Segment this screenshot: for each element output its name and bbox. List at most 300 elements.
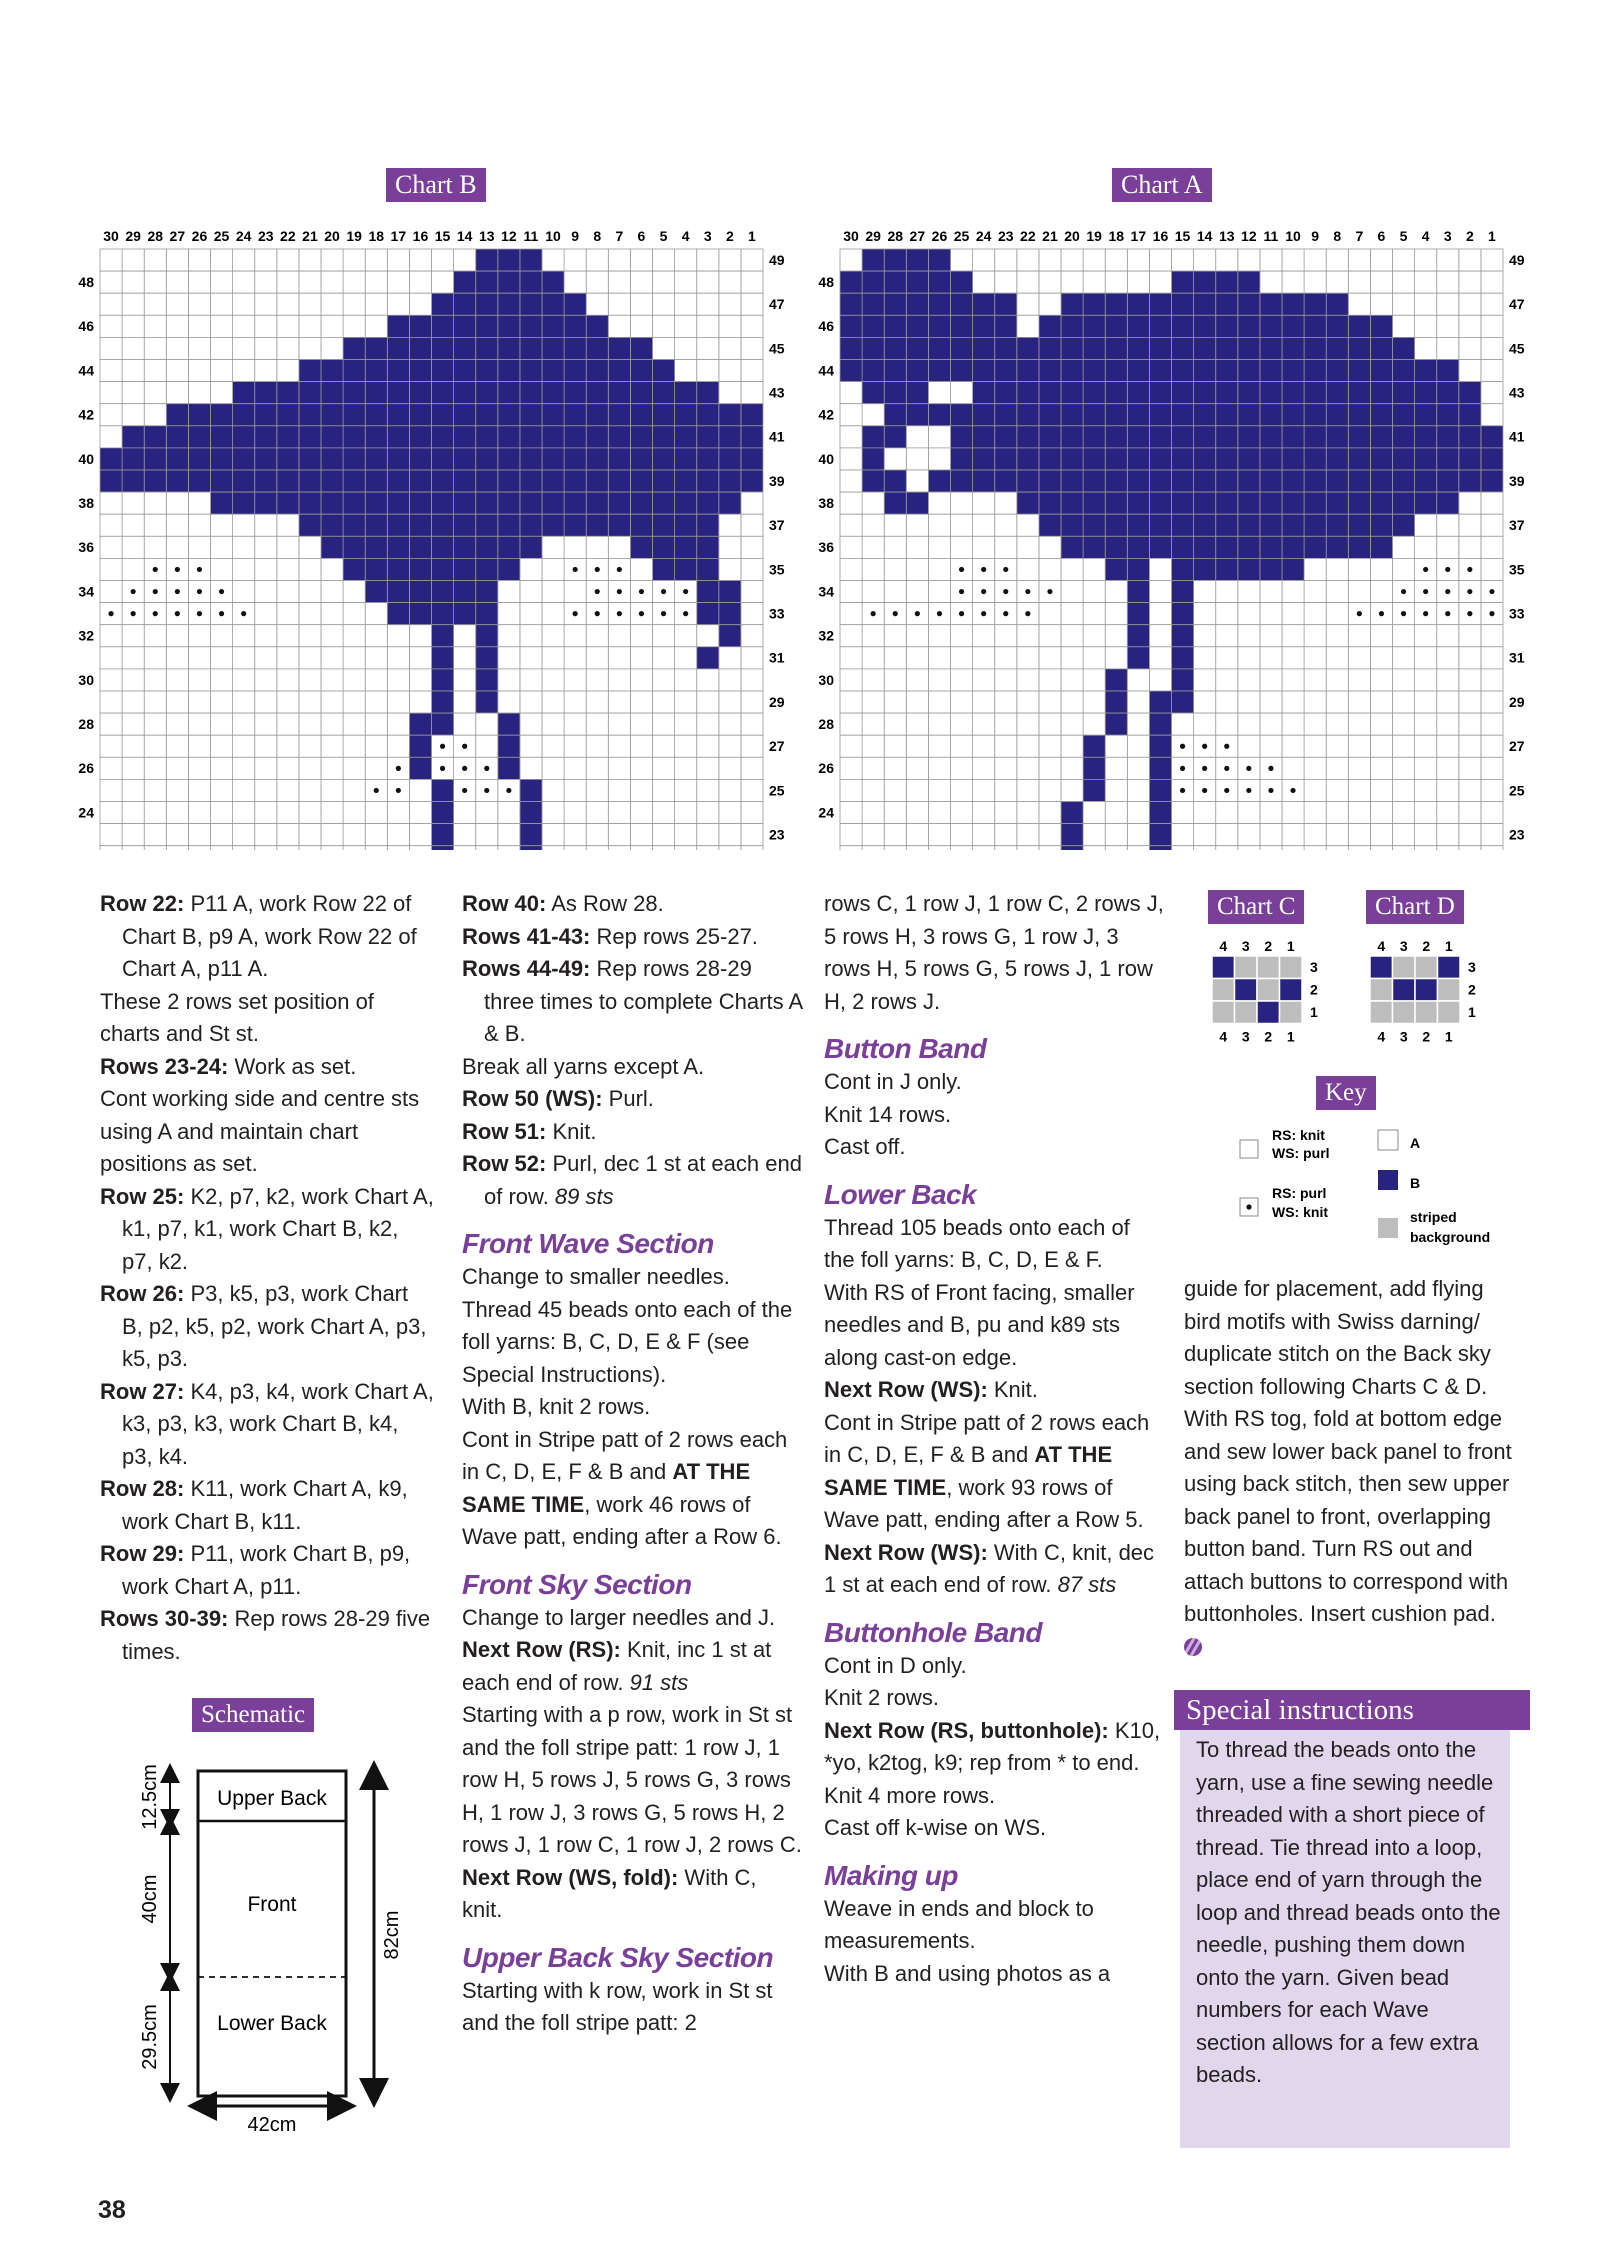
chart-cell xyxy=(1393,536,1415,558)
chart-cell xyxy=(608,426,630,448)
chart-cell xyxy=(1459,470,1481,492)
col1-para-4: Cont working side and centre sts using A and maintain chart positions as set. xyxy=(100,1086,420,1176)
chart-cell xyxy=(476,713,498,735)
chart-cell xyxy=(1216,514,1238,536)
chart-cell xyxy=(1194,337,1216,359)
row-label-left: 42 xyxy=(818,406,834,423)
chart-cell xyxy=(1083,647,1105,669)
col-label-top: 8 xyxy=(1333,228,1342,244)
chart-cell xyxy=(608,846,630,850)
chart-cell xyxy=(520,337,542,359)
chart-cell xyxy=(1260,315,1282,337)
chart-cell xyxy=(144,779,166,801)
chart-cell xyxy=(1437,404,1459,426)
col-label-top: 11 xyxy=(1263,228,1279,244)
chart-cell xyxy=(697,426,719,448)
chart-cell xyxy=(144,470,166,492)
chart-cell xyxy=(608,514,630,536)
chart-cell xyxy=(1481,492,1503,514)
chart-cell xyxy=(973,713,995,735)
chart-cell xyxy=(1127,757,1149,779)
chart-cell xyxy=(653,669,675,691)
chart-cell xyxy=(719,315,741,337)
chart-cell xyxy=(365,426,387,448)
chart-cell xyxy=(586,669,608,691)
chart-cell xyxy=(1172,360,1194,382)
chart-cell xyxy=(387,448,409,470)
key-a-swatch xyxy=(1378,1130,1398,1150)
chart-cell xyxy=(719,846,741,850)
chart-cell xyxy=(1481,448,1503,470)
chart-cell xyxy=(1326,536,1348,558)
chart-cell xyxy=(498,603,520,625)
chart-cell xyxy=(432,492,454,514)
chart-cell xyxy=(1370,824,1392,846)
chart-cell xyxy=(928,558,950,580)
key-striped-label: striped xyxy=(1410,1209,1457,1225)
chart-cell xyxy=(951,337,973,359)
row-label-right: 47 xyxy=(1509,296,1525,313)
special-instructions-title: Special instructions xyxy=(1174,1690,1530,1730)
chart-cell xyxy=(1194,802,1216,824)
chart-cell xyxy=(144,691,166,713)
chart-cell xyxy=(542,337,564,359)
chart-cell xyxy=(608,337,630,359)
schematic-lower-back: Lower Back xyxy=(217,2012,327,2035)
bead-dot xyxy=(241,611,246,616)
chart-cell xyxy=(630,293,652,315)
chart-cell xyxy=(1304,846,1326,850)
chart-cell xyxy=(884,581,906,603)
chart-cell xyxy=(299,293,321,315)
row-label-right: 23 xyxy=(769,826,785,843)
chart-cell xyxy=(630,536,652,558)
chart-cell xyxy=(1304,647,1326,669)
row-label-left: 26 xyxy=(818,760,834,777)
chart-cell xyxy=(840,603,862,625)
chart-cell xyxy=(1348,492,1370,514)
chart-cell xyxy=(100,757,122,779)
chart-cell xyxy=(299,669,321,691)
chart-cell xyxy=(277,757,299,779)
chart-cell xyxy=(299,713,321,735)
chart-cell xyxy=(1149,713,1171,735)
chart-cell xyxy=(343,536,365,558)
chart-cell xyxy=(1459,713,1481,735)
chart-cell xyxy=(520,824,542,846)
chart-cell xyxy=(586,293,608,315)
chart-cell xyxy=(321,492,343,514)
chart-cell xyxy=(365,757,387,779)
chart-cell xyxy=(1481,315,1503,337)
chart-cell xyxy=(498,271,520,293)
chart-cell xyxy=(277,824,299,846)
col-label-top: 20 xyxy=(1064,228,1080,244)
bead-dot xyxy=(661,589,666,594)
chart-cell xyxy=(1216,404,1238,426)
chart-cell xyxy=(675,536,697,558)
chart-cell xyxy=(1083,514,1105,536)
chart-cell xyxy=(1326,824,1348,846)
chart-cell xyxy=(1260,293,1282,315)
chart-cell xyxy=(973,514,995,536)
chart-cell xyxy=(586,337,608,359)
chart-cell xyxy=(122,337,144,359)
chart-cell xyxy=(1260,382,1282,404)
chart-cell xyxy=(321,757,343,779)
chart-cell xyxy=(432,603,454,625)
chart-cell xyxy=(995,669,1017,691)
front-wave-heading: Front Wave Section xyxy=(462,1228,714,1259)
chart-cell xyxy=(277,558,299,580)
chart-cell xyxy=(697,691,719,713)
chart-cell xyxy=(1083,846,1105,850)
front-wave-text-2: Thread 45 beads onto each of the foll yarns: B, C, D, E & F (see Special Instructions). xyxy=(462,1296,793,1387)
col1-para-8: Row 28: K11, work Chart A, k9, work Chart B, k11. xyxy=(100,1476,408,1534)
chart-cell xyxy=(741,735,763,757)
row-label-left: 42 xyxy=(78,406,94,423)
chart-cell xyxy=(928,404,950,426)
chart-cell xyxy=(928,779,950,801)
row-label-right: 27 xyxy=(769,738,785,755)
chart-cell xyxy=(188,293,210,315)
chart-cell xyxy=(995,802,1017,824)
chart-cell xyxy=(719,249,741,271)
chart-cell xyxy=(973,271,995,293)
chart-cell xyxy=(675,448,697,470)
chart-cell xyxy=(542,802,564,824)
yarn-ball-icon xyxy=(1184,1638,1202,1656)
mini-row-label: 3 xyxy=(1468,959,1476,976)
chart-cell xyxy=(343,448,365,470)
chart-cell xyxy=(1105,735,1127,757)
chart-cell xyxy=(741,779,763,801)
chart-cell xyxy=(741,271,763,293)
chart-cell xyxy=(255,625,277,647)
chart-cell xyxy=(299,492,321,514)
chart-cell xyxy=(144,492,166,514)
chart-cell xyxy=(1370,647,1392,669)
chart-cell xyxy=(520,558,542,580)
chart-cell xyxy=(564,315,586,337)
chart-cell xyxy=(144,846,166,850)
chart-cell xyxy=(1127,713,1149,735)
chart-cell xyxy=(630,514,652,536)
chart-cell xyxy=(1238,824,1260,846)
chart-cell xyxy=(498,558,520,580)
chart-cell xyxy=(1393,757,1415,779)
mini-row-label: 2 xyxy=(1468,981,1476,998)
chart-cell xyxy=(973,426,995,448)
chart-cell xyxy=(630,448,652,470)
chart-cell xyxy=(188,647,210,669)
key-b-label: B xyxy=(1410,1175,1421,1191)
chart-cell xyxy=(122,293,144,315)
chart-cell xyxy=(520,426,542,448)
chart-cell xyxy=(1393,448,1415,470)
chart-cell xyxy=(675,735,697,757)
chart-cell xyxy=(432,625,454,647)
col1-para-9: Row 29: P11, work Chart B, p9, work Chart A, p11. xyxy=(100,1541,411,1599)
mini-cell xyxy=(1235,1001,1258,1024)
chart-cell xyxy=(211,779,233,801)
chart-cell xyxy=(1105,293,1127,315)
chart-cell xyxy=(928,448,950,470)
chart-cell xyxy=(454,713,476,735)
chart-cell xyxy=(1437,647,1459,669)
chart-cell xyxy=(1304,514,1326,536)
chart-cell xyxy=(1481,757,1503,779)
chart-cell xyxy=(542,779,564,801)
chart-cell xyxy=(1061,713,1083,735)
chart-cell xyxy=(409,404,431,426)
chart-cell xyxy=(862,293,884,315)
chart-cell xyxy=(564,404,586,426)
chart-d xyxy=(1358,936,1498,1046)
chart-cell xyxy=(1282,735,1304,757)
col-label-top: 18 xyxy=(1108,228,1125,244)
bead-dot xyxy=(1445,589,1450,594)
chart-cell xyxy=(1282,382,1304,404)
chart-cell xyxy=(211,514,233,536)
chart-cell xyxy=(520,625,542,647)
chart-cell xyxy=(1238,846,1260,850)
chart-cell xyxy=(144,713,166,735)
bead-dot xyxy=(1401,611,1406,616)
chart-cell xyxy=(343,360,365,382)
chart-cell xyxy=(653,713,675,735)
chart-cell xyxy=(884,492,906,514)
chart-cell xyxy=(1326,514,1348,536)
chart-cell xyxy=(840,691,862,713)
chart-cell xyxy=(409,293,431,315)
chart-cell xyxy=(277,426,299,448)
chart-cell xyxy=(1393,647,1415,669)
chart-cell xyxy=(564,691,586,713)
chart-cell xyxy=(122,360,144,382)
chart-cell xyxy=(1459,536,1481,558)
chart-cell xyxy=(564,802,586,824)
bead-dot xyxy=(1246,788,1251,793)
chart-cell xyxy=(144,625,166,647)
chart-cell xyxy=(1260,735,1282,757)
chart-cell xyxy=(564,492,586,514)
chart-cell xyxy=(1127,647,1149,669)
chart-cell xyxy=(1061,757,1083,779)
chart-cell xyxy=(277,691,299,713)
chart-cell xyxy=(1348,382,1370,404)
chart-cell xyxy=(675,382,697,404)
mini-col-label: 3 xyxy=(1399,938,1408,954)
chart-cell xyxy=(1481,625,1503,647)
chart-cell xyxy=(1282,536,1304,558)
chart-cell xyxy=(928,669,950,691)
chart-cell xyxy=(1105,360,1127,382)
chart-cell xyxy=(387,735,409,757)
chart-cell xyxy=(409,360,431,382)
chart-cell xyxy=(719,603,741,625)
chart-cell xyxy=(188,382,210,404)
chart-cell xyxy=(928,426,950,448)
chart-cell xyxy=(100,315,122,337)
chart-cell xyxy=(973,382,995,404)
chart-cell xyxy=(321,603,343,625)
chart-cell xyxy=(166,735,188,757)
chart-cell xyxy=(1172,536,1194,558)
chart-cell xyxy=(1260,492,1282,514)
chart-cell xyxy=(630,846,652,850)
chart-cell xyxy=(387,470,409,492)
chart-cell xyxy=(1304,691,1326,713)
chart-cell xyxy=(166,514,188,536)
chart-cell xyxy=(321,536,343,558)
chart-cell xyxy=(233,514,255,536)
chart-cell xyxy=(995,426,1017,448)
chart-cell xyxy=(906,558,928,580)
chart-cell xyxy=(188,669,210,691)
chart-cell xyxy=(1083,802,1105,824)
chart-cell xyxy=(741,470,763,492)
chart-cell xyxy=(1481,846,1503,850)
mini-col-label: 1 xyxy=(1286,1028,1295,1045)
chart-cell xyxy=(1282,360,1304,382)
chart-cell xyxy=(1282,271,1304,293)
chart-cell xyxy=(741,315,763,337)
chart-cell xyxy=(630,404,652,426)
chart-cell xyxy=(653,558,675,580)
row-label-left: 46 xyxy=(818,318,834,335)
chart-cell xyxy=(586,426,608,448)
chart-cell xyxy=(1393,824,1415,846)
upper-back-text-1: Starting with k row, work in St st and the foll stripe patt: 2 xyxy=(462,1977,773,2035)
chart-cell xyxy=(1393,669,1415,691)
chart-cell xyxy=(741,426,763,448)
chart-cell xyxy=(719,802,741,824)
chart-cell xyxy=(1459,315,1481,337)
chart-cell xyxy=(973,492,995,514)
chart-c-title: Chart C xyxy=(1208,890,1304,924)
col2-para-3: Rows 44-49: Rep rows 28-29 three times to complete Charts A & B. xyxy=(462,956,802,1046)
chart-cell xyxy=(122,713,144,735)
bead-dot xyxy=(573,611,578,616)
chart-cell xyxy=(884,802,906,824)
chart-cell xyxy=(1437,492,1459,514)
schematic-dim-front: 40cm xyxy=(139,1874,161,1924)
chart-cell xyxy=(862,315,884,337)
chart-cell xyxy=(928,757,950,779)
chart-cell xyxy=(1393,271,1415,293)
col-label-top: 8 xyxy=(593,228,602,244)
chart-cell xyxy=(973,360,995,382)
chart-cell xyxy=(1415,337,1437,359)
chart-cell xyxy=(1127,691,1149,713)
chart-cell xyxy=(1348,846,1370,850)
chart-cell xyxy=(233,735,255,757)
chart-cell xyxy=(995,404,1017,426)
chart-cell xyxy=(608,249,630,271)
chart-cell xyxy=(928,249,950,271)
chart-cell xyxy=(1304,558,1326,580)
chart-cell xyxy=(387,404,409,426)
buttonhole-heading: Buttonhole Band xyxy=(824,1616,1043,1648)
chart-cell xyxy=(973,779,995,801)
chart-cell xyxy=(277,669,299,691)
chart-cell xyxy=(1149,603,1171,625)
chart-cell xyxy=(1083,360,1105,382)
col-label-top: 4 xyxy=(1421,228,1430,244)
chart-cell xyxy=(608,382,630,404)
chart-cell xyxy=(1127,514,1149,536)
chart-cell xyxy=(1370,448,1392,470)
chart-cell xyxy=(1304,669,1326,691)
chart-cell xyxy=(432,404,454,426)
chart-cell xyxy=(1039,470,1061,492)
chart-cell xyxy=(951,271,973,293)
chart-cell xyxy=(542,514,564,536)
chart-cell xyxy=(608,404,630,426)
chart-cell xyxy=(1216,802,1238,824)
chart-cell xyxy=(1017,271,1039,293)
chart-cell xyxy=(343,735,365,757)
col-label-top: 5 xyxy=(659,228,668,244)
col-label-top: 20 xyxy=(324,228,340,244)
chart-cell xyxy=(1105,757,1127,779)
chart-cell xyxy=(995,470,1017,492)
chart-cell xyxy=(630,735,652,757)
chart-cell xyxy=(719,382,741,404)
chart-cell xyxy=(995,625,1017,647)
chart-cell xyxy=(166,824,188,846)
chart-cell xyxy=(741,581,763,603)
chart-cell xyxy=(365,603,387,625)
bead-dot xyxy=(1202,788,1207,793)
bead-dot xyxy=(1180,744,1185,749)
chart-cell xyxy=(409,382,431,404)
chart-cell xyxy=(1326,293,1348,315)
chart-cell xyxy=(1459,735,1481,757)
chart-cell xyxy=(1105,382,1127,404)
chart-cell xyxy=(1083,426,1105,448)
chart-cell xyxy=(476,846,498,850)
chart-cell xyxy=(166,669,188,691)
chart-cell xyxy=(432,470,454,492)
chart-cell xyxy=(1127,846,1149,850)
bead-dot xyxy=(1357,611,1362,616)
chart-cell xyxy=(906,404,928,426)
chart-cell xyxy=(1039,337,1061,359)
bead-dot xyxy=(1445,567,1450,572)
chart-cell xyxy=(653,846,675,850)
chart-cell xyxy=(951,382,973,404)
chart-cell xyxy=(1437,846,1459,850)
chart-cell xyxy=(409,802,431,824)
chart-cell xyxy=(144,514,166,536)
chart-cell xyxy=(409,846,431,850)
chart-cell xyxy=(1459,426,1481,448)
chart-cell xyxy=(1393,625,1415,647)
chart-cell xyxy=(1149,337,1171,359)
bead-dot xyxy=(175,589,180,594)
chart-cell xyxy=(255,558,277,580)
chart-cell xyxy=(1282,625,1304,647)
mini-cell xyxy=(1257,979,1280,1002)
chart-cell xyxy=(1348,779,1370,801)
chart-cell xyxy=(840,470,862,492)
chart-cell xyxy=(884,249,906,271)
chart-cell xyxy=(1238,713,1260,735)
bead-dot xyxy=(1268,788,1273,793)
chart-cell xyxy=(1260,426,1282,448)
